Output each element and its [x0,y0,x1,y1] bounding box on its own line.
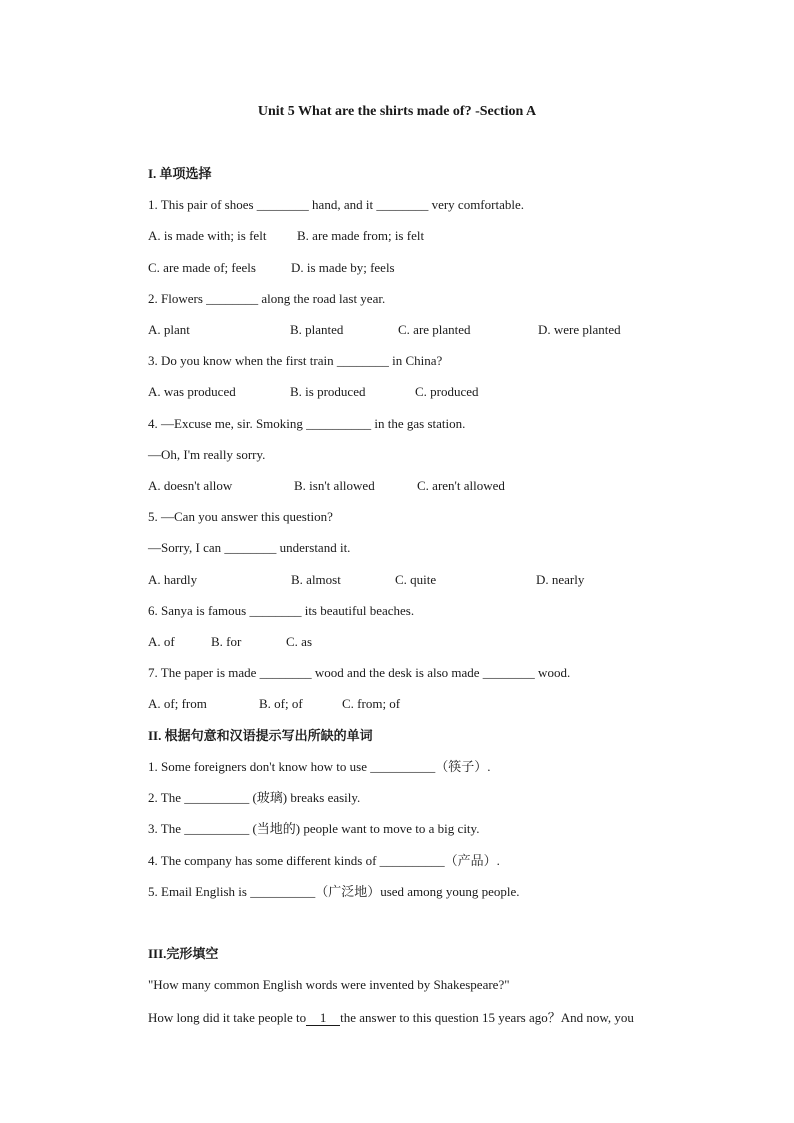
cloze-blank-1: 1 [306,1011,340,1026]
fill-in-item-5: 5. Email English is __________（广泛地）used among young people. [148,884,520,899]
q2-option-b: B. planted [290,322,344,337]
q7-option-a: A. of; from [148,696,207,711]
fill-in-item-1: 1. Some foreigners don't know how to use __________（筷子）. [148,759,491,774]
section2-heading: II. 根据句意和汉语提示写出所缺的单词 [148,728,373,743]
q6-option-b: B. for [211,634,242,649]
question-stem-4: 4. —Excuse me, sir. Smoking __________ in the gas station. [148,416,466,431]
q5-option-a: A. hardly [148,572,198,587]
q7-option-b: B. of; of [259,696,303,711]
page-title: Unit 5 What are the shirts made of? -Section A [257,104,537,119]
question-reply-5: —Sorry, I can ________ understand it. [148,540,351,555]
q1-option-b: B. are made from; is felt [297,228,425,243]
q2-option-a: A. plant [148,322,190,337]
q6-option-a: A. of [148,634,175,649]
q1-option-d: D. is made by; feels [291,260,395,275]
question-stem-7: 7. The paper is made ________ wood and the desk is also made ________ wood. [148,665,571,680]
question-stem-2: 2. Flowers ________ along the road last year. [148,291,386,306]
q5-option-c: C. quite [395,572,437,587]
question-stem-6: 6. Sanya is famous ________ its beautiful beaches. [148,603,415,618]
q1-option-c: C. are made of; feels [148,260,256,275]
fill-in-item-2: 2. The __________ (玻璃) breaks easily. [148,790,361,805]
question-stem-5: 5. —Can you answer this question? [148,509,333,524]
q7-option-c: C. from; of [342,696,401,711]
section3-heading: III.完形填空 [148,946,219,961]
section1-heading: I. 单项选择 [148,166,212,181]
q2-option-c: C. are planted [398,322,471,337]
q4-option-a: A. doesn't allow [148,478,233,493]
q2-option-d: D. were planted [538,322,621,337]
question-reply-4: —Oh, I'm really sorry. [148,447,266,462]
q5-option-b: B. almost [291,572,341,587]
q3-option-c: C. produced [415,384,479,399]
q4-option-c: C. aren't allowed [417,478,505,493]
q5-option-d: D. nearly [536,572,585,587]
q4-option-b: B. isn't allowed [294,478,375,493]
cloze-line-2-before: How long did it take people to [148,1010,307,1025]
cloze-line-2-after: the answer to this question 15 years ago？And now, you [340,1010,634,1025]
q3-option-b: B. is produced [290,384,366,399]
question-stem-3: 3. Do you know when the first train ________ in China? [148,353,443,368]
q1-option-a: A. is made with; is felt [148,228,267,243]
fill-in-item-4: 4. The company has some different kinds of __________（产品）. [148,853,500,868]
cloze-line-1: "How many common English words were invented by Shakespeare?" [148,977,510,992]
q6-option-c: C. as [286,634,312,649]
question-stem-1: 1. This pair of shoes ________ hand, and it ________ very comfortable. [148,197,524,212]
fill-in-item-3: 3. The __________ (当地的) people want to move to a big city. [148,821,480,836]
q3-option-a: A. was produced [148,384,236,399]
cloze-line-2 [148,1010,634,1026]
